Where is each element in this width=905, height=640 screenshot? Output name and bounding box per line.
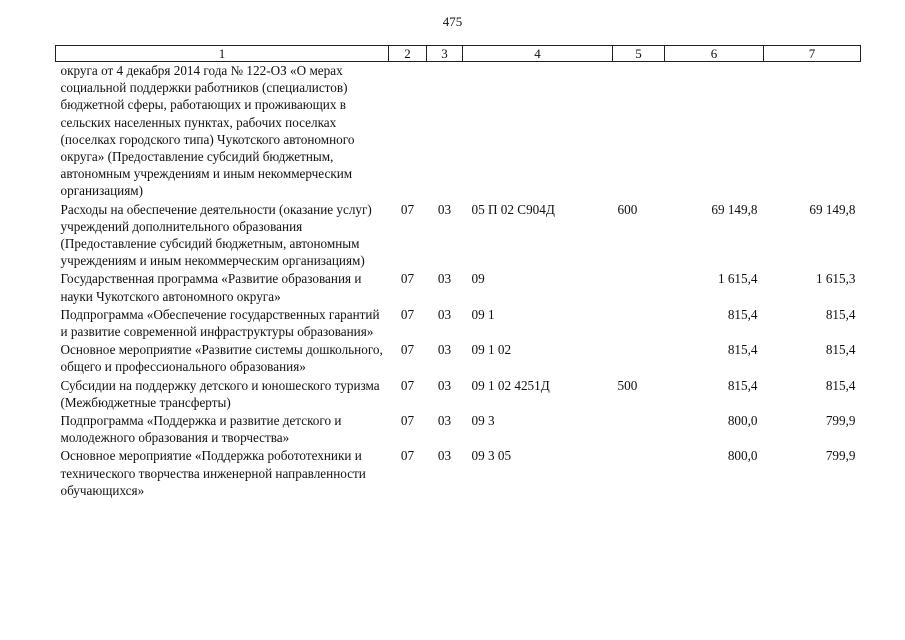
row-name: Расходы на обеспечение деятельности (оказание услуг) учреждений дополнительного образования (Предоставление субсидий бюджетным, автономным учреждениям и иным некоммерческим организациям) bbox=[60, 201, 372, 269]
row-expense-type bbox=[613, 340, 665, 375]
row-name: Основное мероприятие «Поддержка робототехники и технического творчества инженерной направленности обучающихся» bbox=[60, 448, 366, 498]
row-amount-2: 799,9 bbox=[825, 413, 856, 429]
row-section: 07 bbox=[400, 342, 415, 358]
row-amount-2: 69 149,8 bbox=[809, 201, 856, 217]
row-section: 07 bbox=[400, 413, 415, 429]
row-target-article: 09 3 bbox=[471, 413, 495, 429]
header-col-1: 1 bbox=[56, 46, 389, 62]
row-amount-1: 800,0 bbox=[727, 448, 758, 464]
row-name: Основное мероприятие «Развитие системы дошкольного, общего и профессионального образования» bbox=[60, 342, 383, 375]
row-amount-1: 815,4 bbox=[727, 342, 758, 358]
row-section: 07 bbox=[400, 377, 415, 393]
row-amount-2: 1 615,3 bbox=[815, 271, 856, 287]
table-row bbox=[56, 200, 861, 270]
row-section: 07 bbox=[400, 306, 415, 322]
row-subsection: 03 bbox=[437, 271, 452, 287]
row-amount-2 bbox=[764, 62, 861, 200]
row-target-article: 09 1 02 4251Д bbox=[471, 377, 550, 393]
row-subsection: 03 bbox=[437, 201, 452, 217]
row-section: 07 bbox=[400, 448, 415, 464]
row-name: округа от 4 декабря 2014 года № 122-ОЗ «О мерах социальной поддержки работников (специалистов) бюджетной сферы, работающих и проживающих в сельских населенных пунктах, рабочих поселках (поселках городского типа) Чукотского автономного округа» (Предоставление субсидий бюджетным, автономным учреждениям и иным некоммерческим организациям) bbox=[60, 63, 355, 199]
table-row bbox=[56, 340, 861, 375]
header-col-4: 4 bbox=[463, 46, 613, 62]
table-row bbox=[56, 62, 861, 200]
row-subsection: 03 bbox=[437, 413, 452, 429]
header-col-2: 2 bbox=[389, 46, 427, 62]
row-amount-2: 815,4 bbox=[825, 306, 856, 322]
row-expense-type: 500 bbox=[617, 377, 638, 393]
row-expense-type bbox=[613, 411, 665, 446]
row-expense-type: 600 bbox=[617, 201, 638, 217]
row-section bbox=[389, 62, 427, 200]
row-expense-type bbox=[613, 269, 665, 304]
row-name: Государственная программа «Развитие образования и науки Чукотского автономного округа» bbox=[60, 271, 362, 304]
row-section: 07 bbox=[400, 201, 415, 217]
row-amount-1: 69 149,8 bbox=[711, 201, 758, 217]
row-amount-1: 815,4 bbox=[727, 306, 758, 322]
row-target-article bbox=[463, 62, 613, 200]
table-row bbox=[56, 411, 861, 446]
row-amount-1: 800,0 bbox=[727, 413, 758, 429]
row-expense-type bbox=[613, 62, 665, 200]
header-col-3: 3 bbox=[427, 46, 463, 62]
page-number: 475 bbox=[442, 14, 463, 29]
row-subsection: 03 bbox=[437, 448, 452, 464]
row-name: Субсидии на поддержку детского и юношеского туризма (Межбюджетные трансферты) bbox=[60, 377, 380, 410]
table-row bbox=[56, 446, 861, 499]
header-col-7: 7 bbox=[764, 46, 861, 62]
table-row bbox=[56, 305, 861, 340]
row-target-article: 09 1 bbox=[471, 306, 495, 322]
row-amount-1 bbox=[665, 62, 764, 200]
row-name: Подпрограмма «Обеспечение государственных гарантий и развитие современной инфраструктуры образования» bbox=[60, 306, 380, 340]
row-expense-type bbox=[613, 446, 665, 499]
row-name: Подпрограмма «Поддержка и развитие детского и молодежного образования и творчества» bbox=[60, 413, 342, 446]
row-expense-type bbox=[613, 305, 665, 340]
header-row bbox=[56, 46, 861, 62]
row-subsection: 03 bbox=[437, 306, 452, 322]
table-row bbox=[56, 376, 861, 411]
header-col-6: 6 bbox=[665, 46, 764, 62]
budget-table bbox=[55, 45, 861, 499]
row-section: 07 bbox=[400, 271, 415, 287]
row-subsection bbox=[427, 62, 463, 200]
row-target-article: 09 3 05 bbox=[471, 448, 512, 464]
row-amount-2: 815,4 bbox=[825, 342, 856, 358]
header-col-5: 5 bbox=[613, 46, 665, 62]
table-header bbox=[56, 46, 861, 62]
row-target-article: 09 bbox=[471, 271, 485, 287]
row-amount-2: 815,4 bbox=[825, 377, 856, 393]
row-target-article: 09 1 02 bbox=[471, 342, 512, 358]
table-row bbox=[56, 269, 861, 304]
row-amount-2: 799,9 bbox=[825, 448, 856, 464]
table-body bbox=[56, 62, 861, 500]
row-subsection: 03 bbox=[437, 342, 452, 358]
row-amount-1: 815,4 bbox=[727, 377, 758, 393]
row-target-article: 05 П 02 С904Д bbox=[471, 201, 555, 217]
row-subsection: 03 bbox=[437, 377, 452, 393]
row-amount-1: 1 615,4 bbox=[717, 271, 758, 287]
